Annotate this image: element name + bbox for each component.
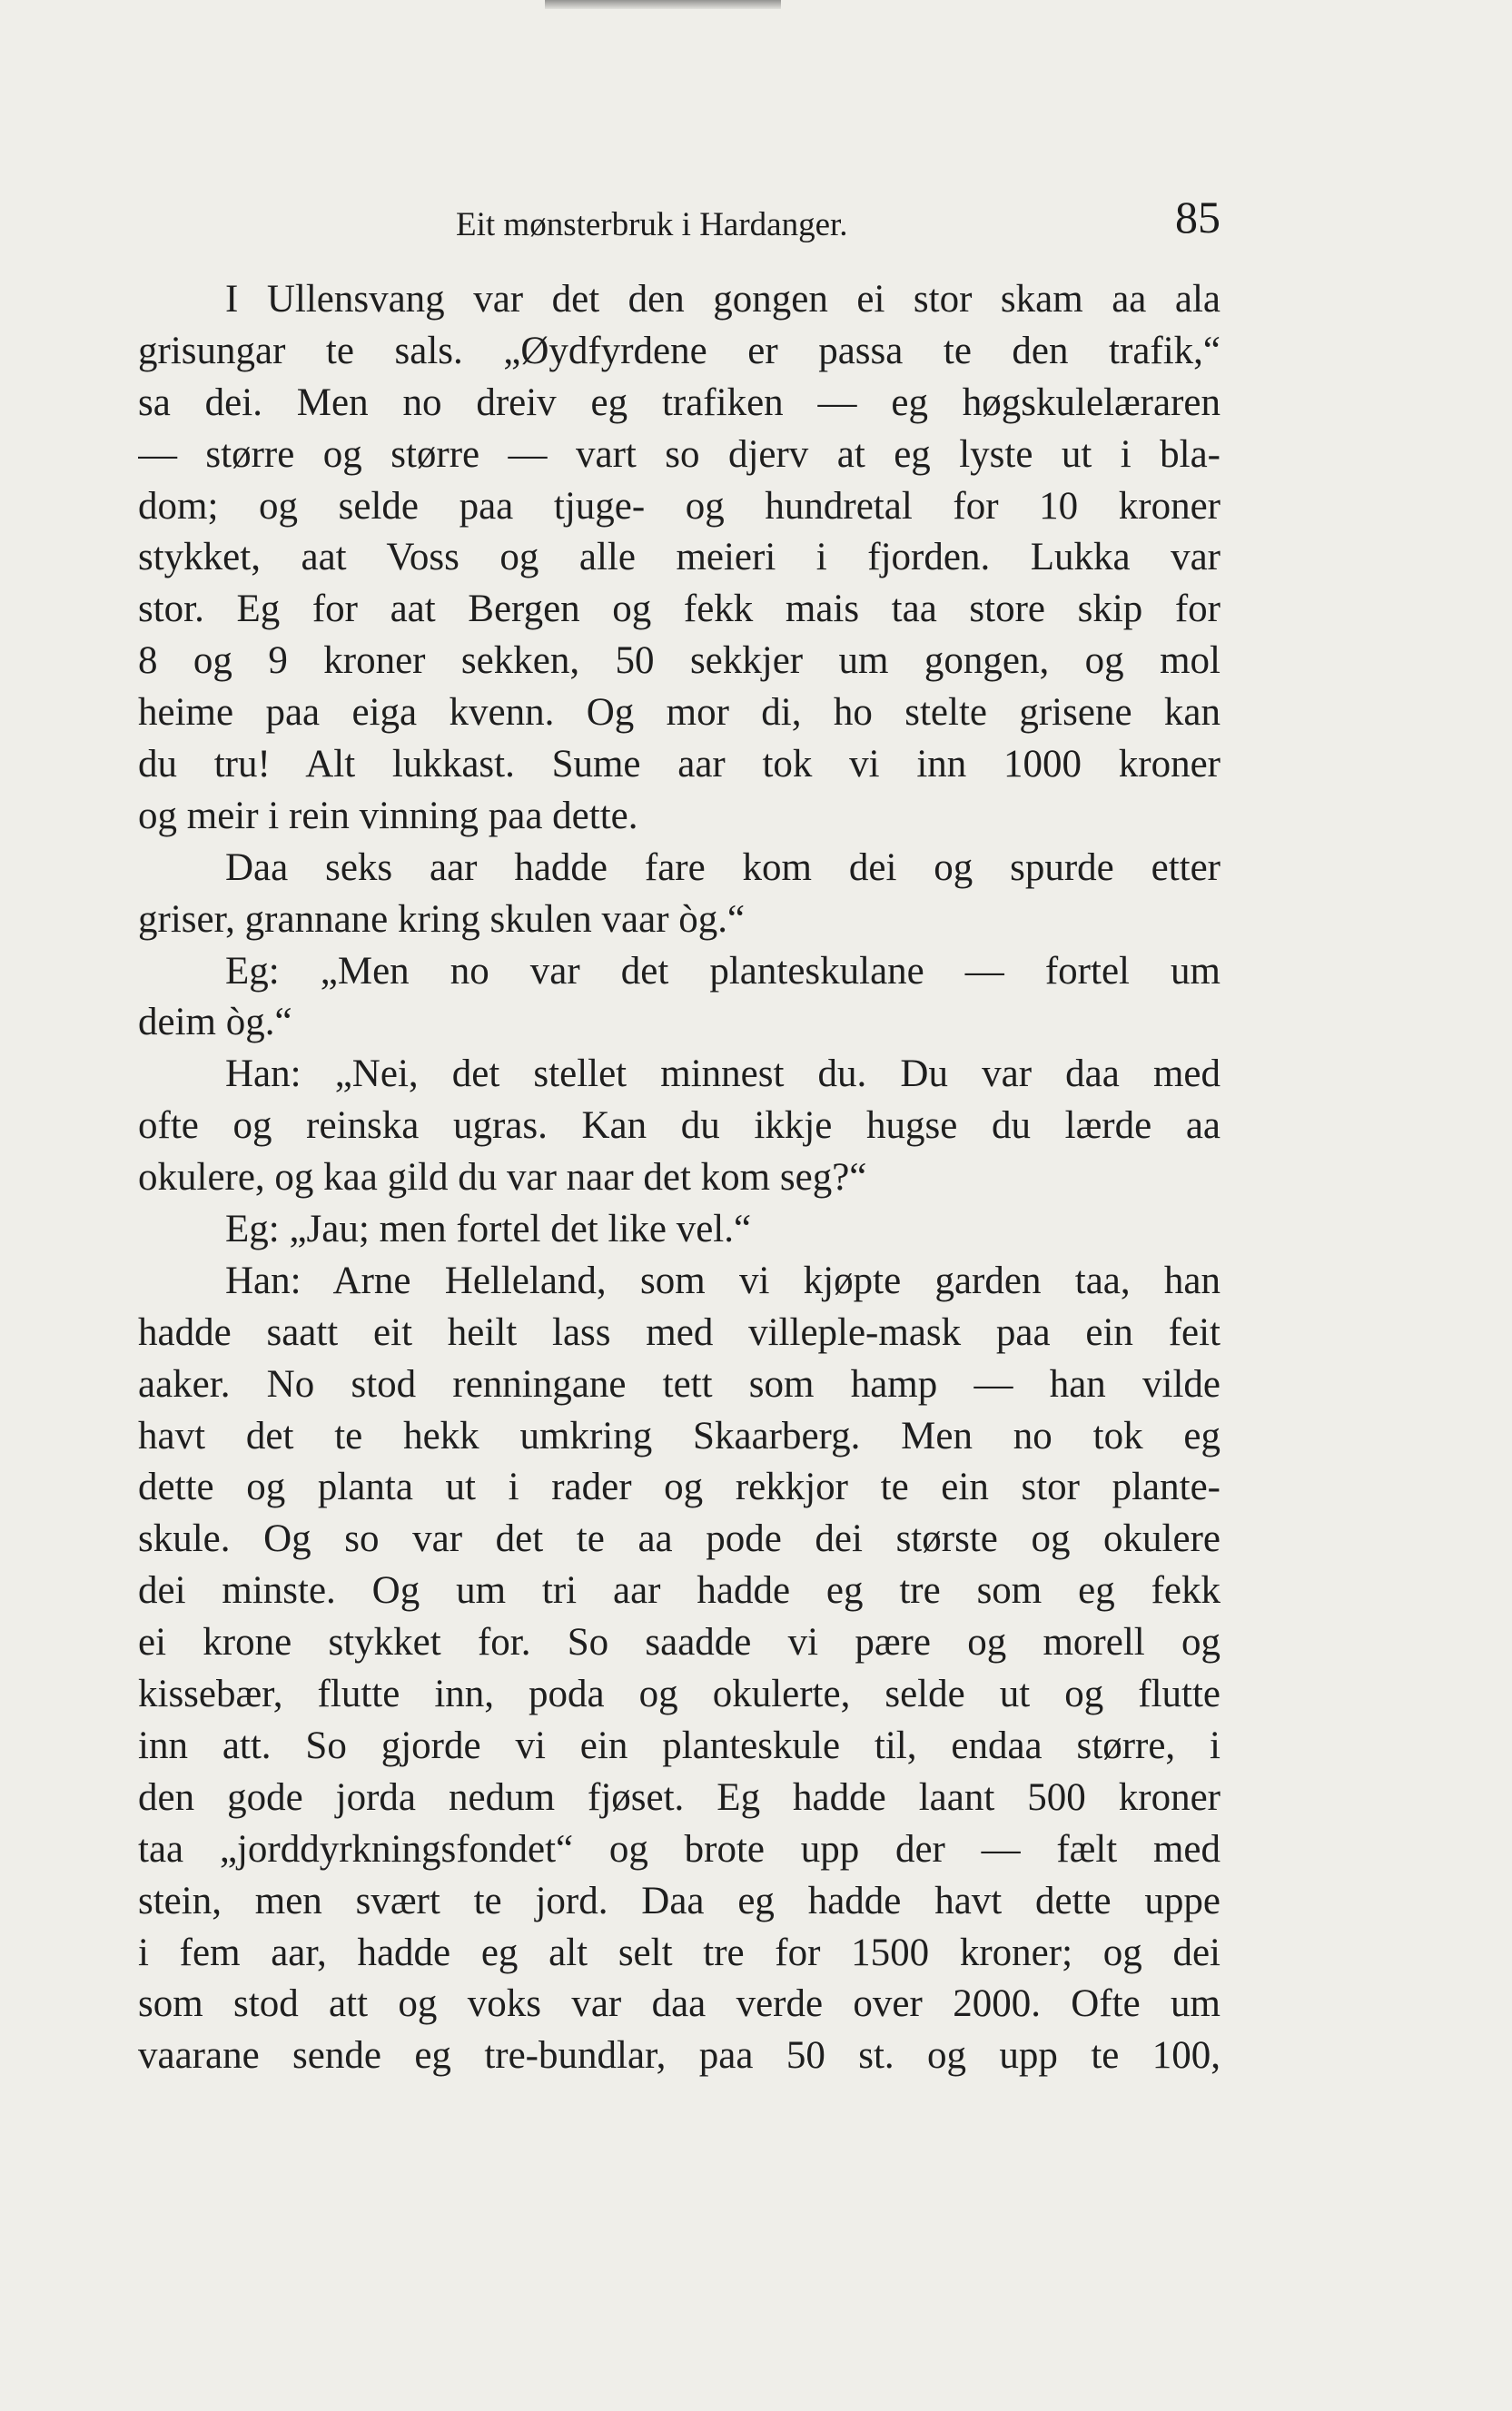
text-line: inn att. So gjorde vi ein planteskule til, endaa større, i [138, 1724, 1220, 1767]
text-line: sa dei. Men no dreiv eg trafiken — eg høgskulelæraren [138, 380, 1220, 424]
text-line: heime paa eiga kvenn. Og mor di, ho stelte grisene kan [138, 691, 1220, 735]
text-line: okulere, og kaa gild du var naar det kom seg?“ [138, 1156, 867, 1200]
text-line: i fem aar, hadde eg alt selt tre for 1500 kroner; og dei [138, 1931, 1220, 1974]
text-line: du tru! Alt lukkast. Sume aar tok vi inn 1000 kroner [138, 743, 1220, 786]
text-line: dette og planta ut i rader og rekkjor te ein stor plante- [138, 1466, 1220, 1509]
text-line: I Ullensvang var det den gongen ei stor skam aa ala [225, 278, 1220, 321]
text-line: dei minste. Og um tri aar hadde eg tre som eg fekk [138, 1569, 1220, 1613]
text-line: Han: Arne Helleland, som vi kjøpte garden taa, han [225, 1259, 1220, 1302]
text-line: skule. Og so var det te aa pode dei største og okulere [138, 1517, 1220, 1561]
text-line: Eg: „Jau; men fortel det like vel.“ [225, 1208, 752, 1251]
text-line: kissebær, flutte inn, poda og okulerte, selde ut og flutte [138, 1673, 1220, 1716]
text-line: dom; og selde paa tjuge- og hundretal for 10 kroner [138, 484, 1220, 528]
text-line: ei krone stykket for. So saadde vi pære og morell og [138, 1621, 1220, 1665]
text-line: 8 og 9 kroner sekken, 50 sekkjer um gongen, og mol [138, 639, 1220, 683]
text-line: grisungar te sals. „Øydfyrdene er passa te den trafik,“ [138, 329, 1220, 372]
text-line: havt det te hekk umkring Skaarberg. Men no tok eg [138, 1414, 1220, 1457]
page-top-edge-shadow [545, 0, 781, 9]
page-number: 85 [1175, 192, 1220, 242]
body-text [138, 274, 1220, 2082]
text-line: — større og større — vart so djerv at eg lyste ut i bla- [138, 432, 1220, 476]
page-header [138, 191, 1220, 245]
text-line: stor. Eg for aat Bergen og fekk mais taa store skip for [138, 588, 1220, 631]
text-line: taa „jorddyrkningsfondet“ og brote upp der — fælt med [138, 1827, 1220, 1871]
text-line: Eg: „Men no var det planteskulane — fortel um [225, 949, 1220, 993]
text-line: Han: „Nei, det stellet minnest du. Du var daa med [225, 1052, 1220, 1096]
running-title: Eit mønsterbruk i Hardanger. [456, 206, 848, 243]
text-line: stein, men svært te jord. Daa eg hadde havt dette uppe [138, 1879, 1220, 1922]
text-line: deim òg.“ [138, 1001, 292, 1044]
text-line: aaker. No stod renningane tett som hamp — han vilde [138, 1362, 1220, 1406]
text-line: hadde saatt eit heilt lass med villeple-mask paa ein feit [138, 1310, 1220, 1354]
text-line: ofte og reinska ugras. Kan du ikkje hugse du lærde aa [138, 1104, 1220, 1148]
text-line: vaarane sende eg tre-bundlar, paa 50 st. og upp te 100, [138, 2034, 1220, 2078]
text-line: Daa seks aar hadde fare kom dei og spurde etter [225, 845, 1220, 889]
text-line: griser, grannane kring skulen vaar òg.“ [138, 897, 746, 941]
text-line: stykket, aat Voss og alle meieri i fjorden. Lukka var [138, 536, 1220, 579]
text-line: som stod att og voks var daa verde over 2000. Ofte um [138, 1982, 1220, 2026]
text-line: og meir i rein vinning paa dette. [138, 794, 638, 837]
text-line: den gode jorda nedum fjøset. Eg hadde laant 500 kroner [138, 1775, 1220, 1819]
